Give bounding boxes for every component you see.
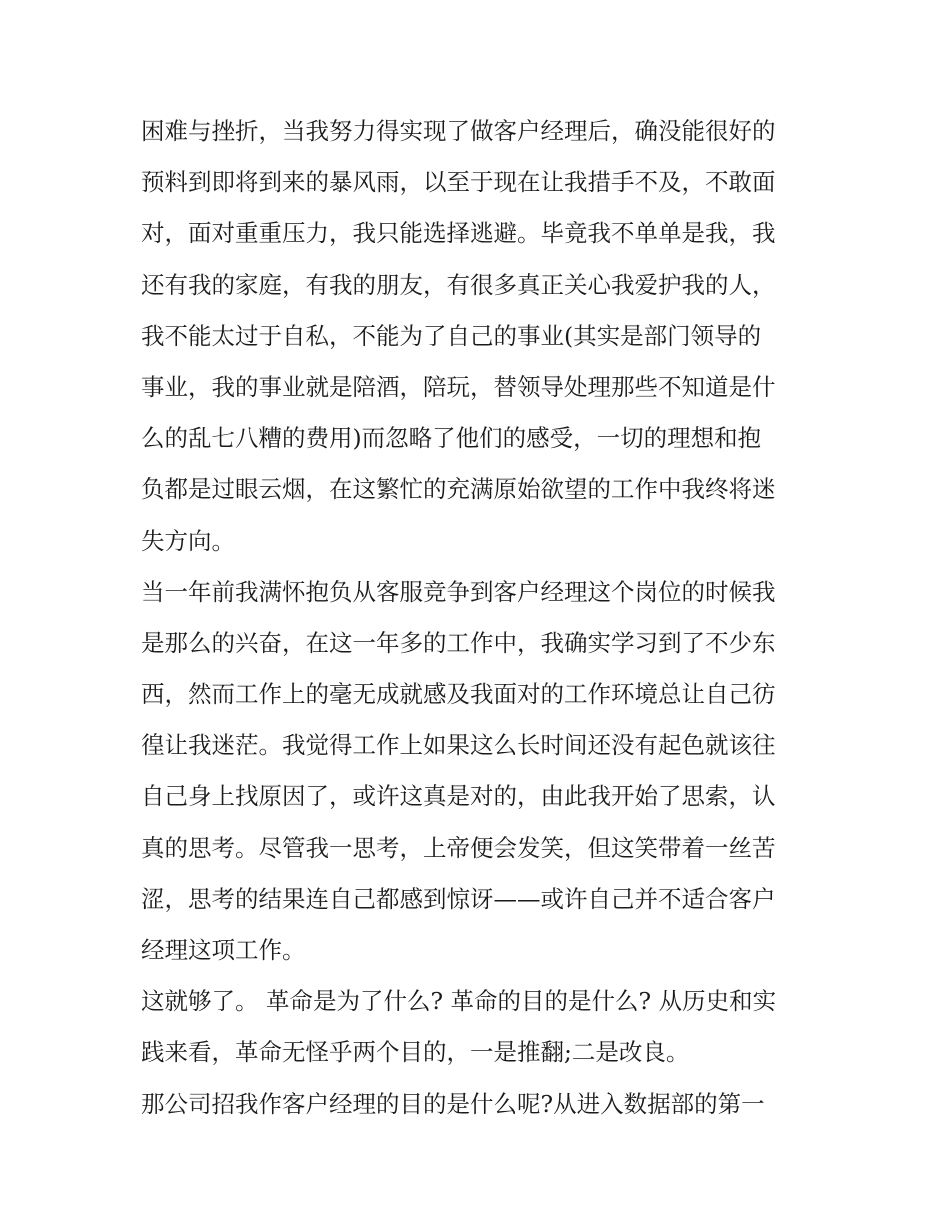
text-line: 徨让我迷茫。我觉得工作上如果这么长时间还没有起色就该往	[141, 731, 776, 760]
text-line: 真的思考。尽管我一思考，上帝便会发笑，但这笑带着一丝苦	[141, 833, 776, 862]
paragraph-4	[141, 1079, 813, 1130]
text-line: 西，然而工作上的毫无成就感及我面对的工作环境总让自己彷	[141, 680, 776, 709]
text-line: 么的乱七八糟的费用)而忽略了他们的感受，一切的理想和抱	[141, 424, 762, 453]
text-line: 还有我的家庭，有我的朋友，有很多真正关心我爱护我的人，	[141, 270, 776, 299]
text-line: 事业，我的事业就是陪酒，陪玩，替领导处理那些不知道是什	[141, 372, 776, 401]
text-line: 践来看，革命无怪乎两个目的，一是推翻;二是改良。	[141, 1038, 690, 1067]
text-line: 负都是过眼云烟，在这繁忙的充满原始欲望的工作中我终将迷	[141, 475, 776, 504]
text-line: 当一年前我满怀抱负从客服竞争到客户经理这个岗位的时候我	[141, 577, 776, 606]
paragraph-1	[141, 106, 813, 567]
paragraph-2	[141, 567, 813, 977]
text-line: 对，面对重重压力，我只能选择逃避。毕竟我不单单是我，我	[141, 219, 776, 248]
text-line: 自己身上找原因了，或许这真是对的，由此我开始了思索，认	[141, 782, 776, 811]
text-line: 我不能太过于自私，不能为了自己的事业(其实是部门领导的	[141, 321, 762, 350]
text-line: 失方向。	[141, 526, 235, 555]
text-line: 预料到即将到来的暴风雨，以至于现在让我措手不及，不敢面	[141, 168, 776, 197]
text-line: 这就够了。 革命是为了什么? 革命的目的是什么? 从历史和实	[141, 987, 777, 1016]
text-line: 经理这项工作。	[141, 936, 306, 964]
document-body	[141, 106, 813, 1130]
text-line: 困难与挫折，当我努力得实现了做客户经理后，确没能很好的	[141, 117, 776, 145]
text-line: 那公司招我作客户经理的目的是什么呢?从进入数据部的第一	[141, 1089, 765, 1118]
paragraph-3	[141, 976, 813, 1078]
text-line: 是那么的兴奋，在这一年多的工作中，我确实学习到了不少东	[141, 628, 776, 657]
text-line: 涩，思考的结果连自己都感到惊讶——或许自己并不适合客户	[141, 884, 776, 913]
